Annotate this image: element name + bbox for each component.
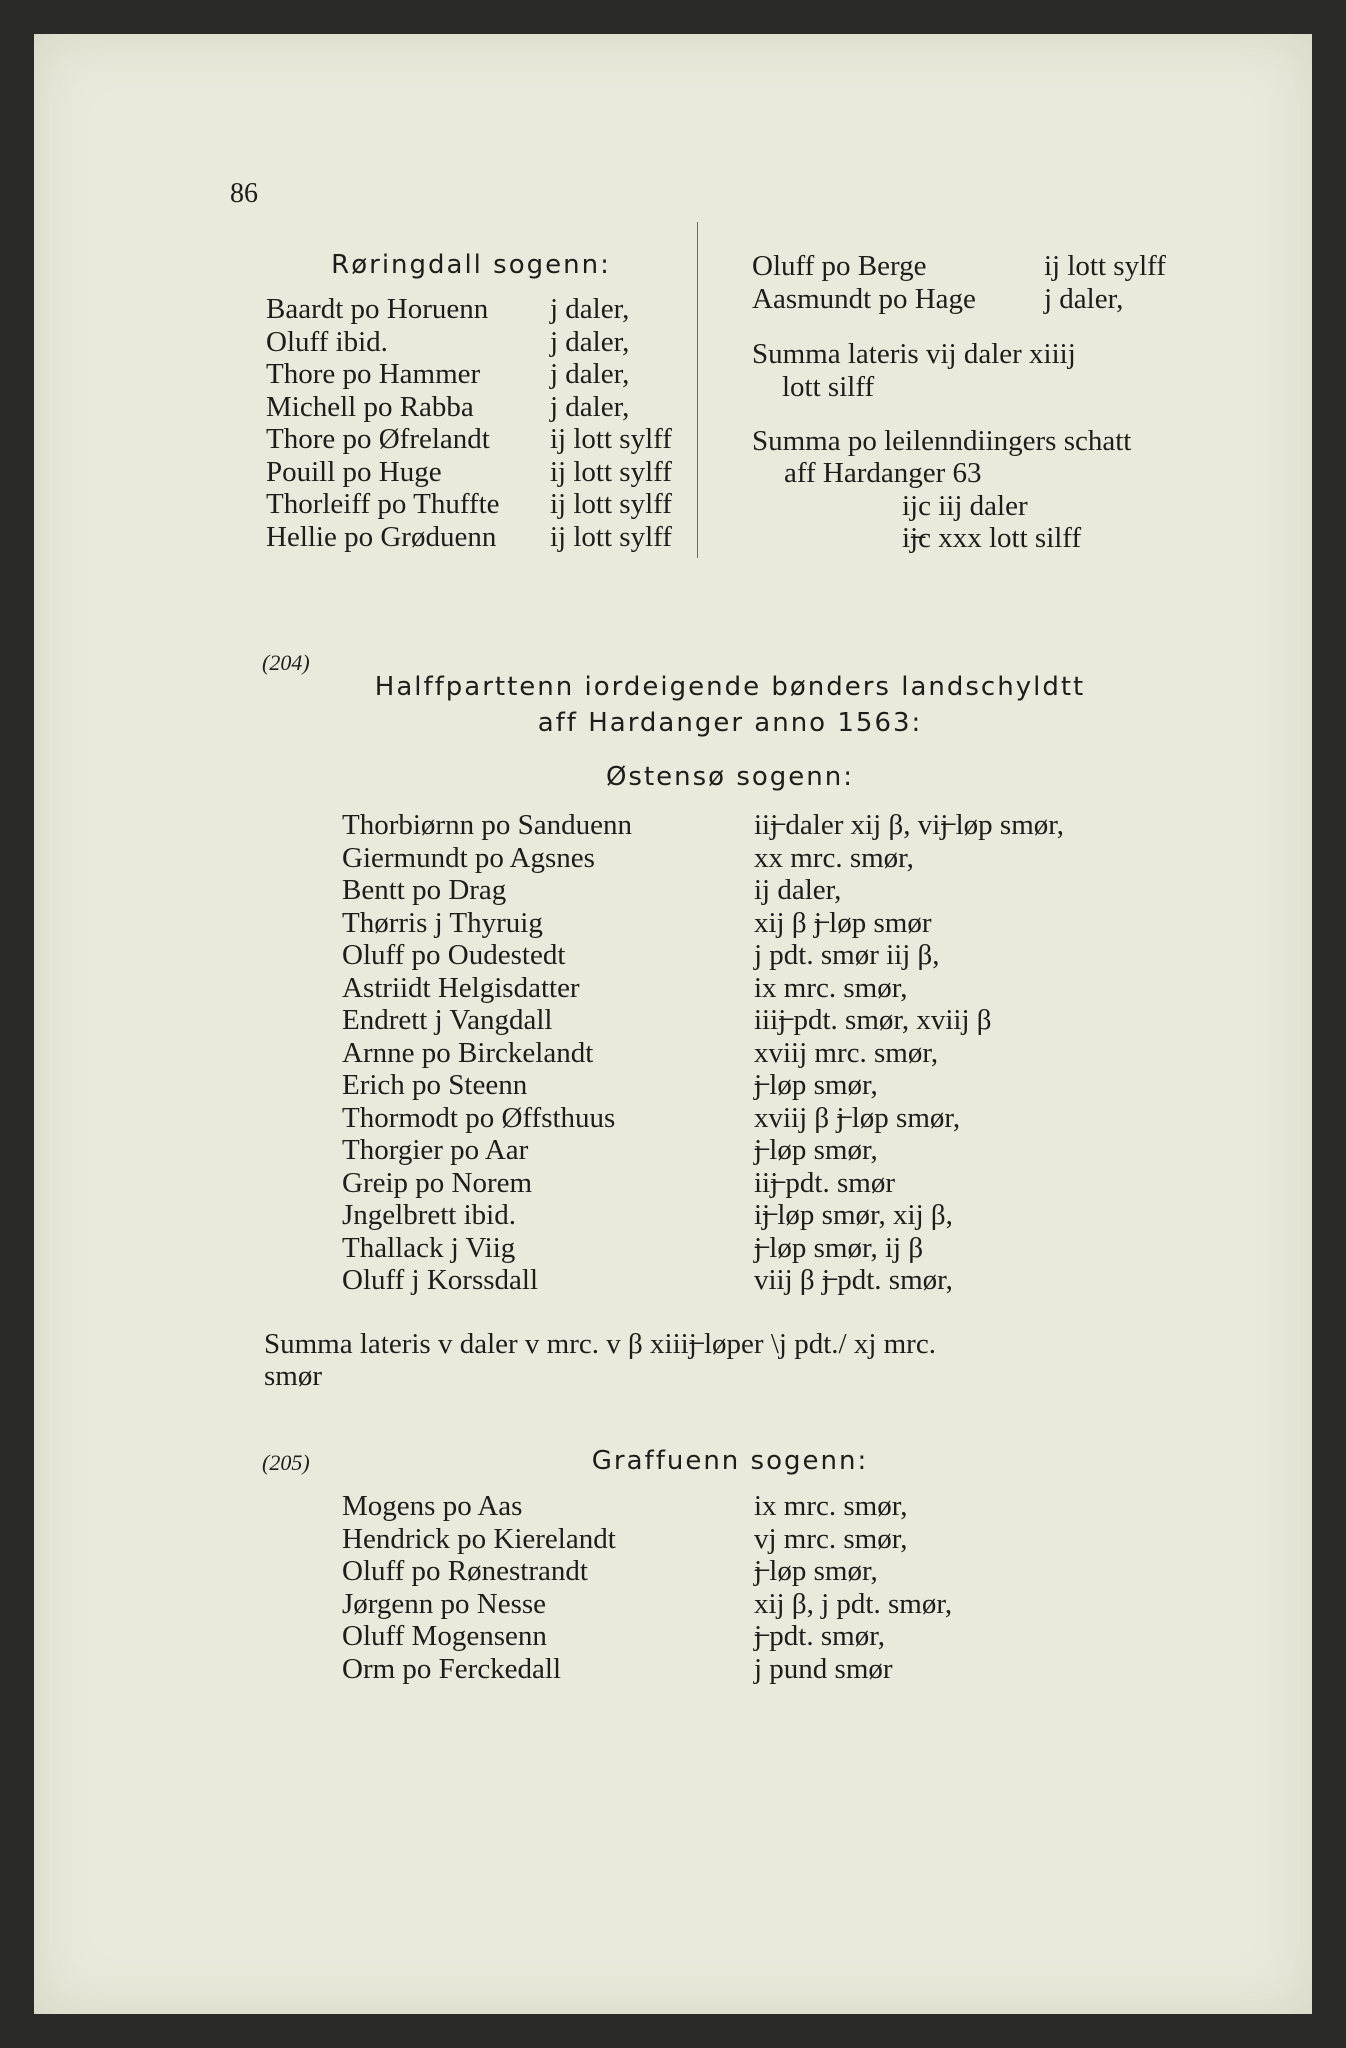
- entry-value: xviij β j̶ løp smør,: [754, 1101, 961, 1134]
- entry-value: ij lott sylff: [550, 455, 672, 488]
- section2-title-line2: aff Hardanger anno 1563:: [537, 708, 923, 738]
- entry-name: Mogens po Aas: [342, 1490, 523, 1522]
- entry-value: j̶ pdt. smør,: [754, 1620, 885, 1652]
- section2-summa-line1: Summa lateris v daler v mrc. v β xiiij̶ løper \j pdt./ xj mrc.: [264, 1328, 936, 1360]
- entry-value: j daler,: [1044, 282, 1124, 315]
- entry-value: j pund smør: [754, 1652, 893, 1685]
- entry-name: Oluff Mogensenn: [342, 1620, 547, 1652]
- entry-value: ij lott sylff: [550, 423, 672, 455]
- entry-name: Endrett j Vangdall: [342, 1004, 553, 1036]
- entry-name: Baardt po Horuenn: [266, 293, 489, 325]
- section2-summa-line2: smør: [264, 1360, 322, 1392]
- section1-total-line4: ij̶c xxx lott silff: [902, 522, 1082, 554]
- entry-name: Giermundt po Agsnes: [342, 841, 595, 874]
- page-number: 86: [230, 178, 258, 209]
- entry-value: xij β, j pdt. smør,: [754, 1587, 953, 1620]
- entry-name: Oluff j Korssdall: [342, 1264, 539, 1296]
- entry-name: Thore po Øfrelandt: [266, 423, 490, 455]
- entry-value: iiij̶ pdt. smør, xviij β: [754, 1004, 992, 1036]
- section1-heading: Røringdall sogenn:: [331, 250, 611, 280]
- entry-value: j daler,: [550, 293, 630, 325]
- entry-value: j̶ løp smør,: [754, 1555, 878, 1587]
- document-page: [34, 34, 1312, 2014]
- entry-value: j̶ løp smør,: [754, 1134, 878, 1166]
- section2-title-line1: Halffparttenn iordeigende bønders landschyldtt: [374, 672, 1086, 702]
- entry-name: Oluff ibid.: [266, 325, 388, 358]
- section2-ref-number: (204): [262, 650, 310, 675]
- column-divider: [697, 222, 698, 558]
- entry-value: j pdt. smør iij β,: [754, 939, 940, 971]
- entry-value: j daler,: [550, 358, 630, 390]
- entry-value: viij β j̶ pdt. smør,: [754, 1264, 953, 1296]
- entry-name: Jngelbrett ibid.: [342, 1199, 516, 1231]
- entry-value: ij lott sylff: [1044, 250, 1166, 282]
- entry-value: ij daler,: [754, 874, 842, 906]
- entry-name: Pouill po Huge: [266, 455, 442, 488]
- entry-name: Michell po Rabba: [266, 390, 474, 423]
- section1-total-line2: aff Hardanger 63: [784, 457, 982, 489]
- entry-value: xviij mrc. smør,: [754, 1036, 939, 1069]
- entry-value: j̶ løp smør,: [754, 1069, 878, 1101]
- section2-subheading: Østensø sogenn:: [605, 762, 855, 792]
- entry-name: Astriidt Helgisdatter: [342, 971, 580, 1004]
- section3-heading: Graffuenn sogenn:: [591, 1446, 869, 1476]
- entry-value: ix mrc. smør,: [754, 971, 908, 1004]
- section3-ref-number: (205): [262, 1450, 310, 1475]
- entry-name: Erich po Steenn: [342, 1069, 528, 1101]
- entry-value: ij lott sylff: [550, 488, 672, 520]
- entry-value: ix mrc. smør,: [754, 1490, 908, 1522]
- entry-name: Thallack j Viig: [342, 1231, 516, 1264]
- entry-name: Oluff po Berge: [752, 250, 927, 282]
- entry-name: Oluff po Oudestedt: [342, 939, 566, 971]
- entry-name: Thorbiørnn po Sanduenn: [342, 809, 632, 841]
- entry-value: iij̶ daler xij β, vij̶ løp smør,: [754, 809, 1065, 841]
- section1-summa-line1: Summa lateris vij daler xiiij: [752, 338, 1076, 370]
- entry-value: xx mrc. smør,: [754, 841, 914, 874]
- entry-name: Thorgier po Aar: [342, 1134, 529, 1166]
- entry-name: Thørris j Thyruig: [342, 906, 543, 939]
- entry-name: Bentt po Drag: [342, 874, 507, 906]
- entry-name: Greip po Norem: [342, 1166, 533, 1199]
- entry-value: j̶ løp smør, ij β: [754, 1231, 924, 1264]
- entry-value: iij̶ pdt. smør: [754, 1166, 895, 1199]
- entry-name: Hendrick po Kierelandt: [342, 1522, 616, 1555]
- entry-name: Thorleiff po Thuffte: [266, 488, 500, 520]
- entry-name: Thormodt po Øffsthuus: [342, 1101, 616, 1134]
- entry-value: ij̶ løp smør, xij β,: [754, 1199, 953, 1231]
- entry-name: Orm po Ferckedall: [342, 1652, 562, 1685]
- entry-value: xij β j̶ løp smør: [754, 906, 932, 939]
- entry-name: Arnne po Birckelandt: [342, 1036, 594, 1069]
- section1-total-line1: Summa po leilenndiingers schatt: [752, 425, 1132, 457]
- entry-value: vj mrc. smør,: [754, 1522, 908, 1555]
- entry-name: Aasmundt po Hage: [752, 282, 976, 315]
- section1-total-line3: ijc iij daler: [902, 490, 1028, 522]
- entry-name: Oluff po Rønestrandt: [342, 1555, 588, 1587]
- entry-value: j daler,: [550, 390, 630, 423]
- entry-name: Thore po Hammer: [266, 358, 481, 390]
- entry-name: Jørgenn po Nesse: [342, 1587, 547, 1620]
- entry-name: Hellie po Grøduenn: [266, 520, 497, 553]
- entry-value: j daler,: [550, 325, 630, 358]
- entry-value: ij lott sylff: [550, 520, 672, 553]
- section1-summa-line2: lott silff: [782, 371, 875, 403]
